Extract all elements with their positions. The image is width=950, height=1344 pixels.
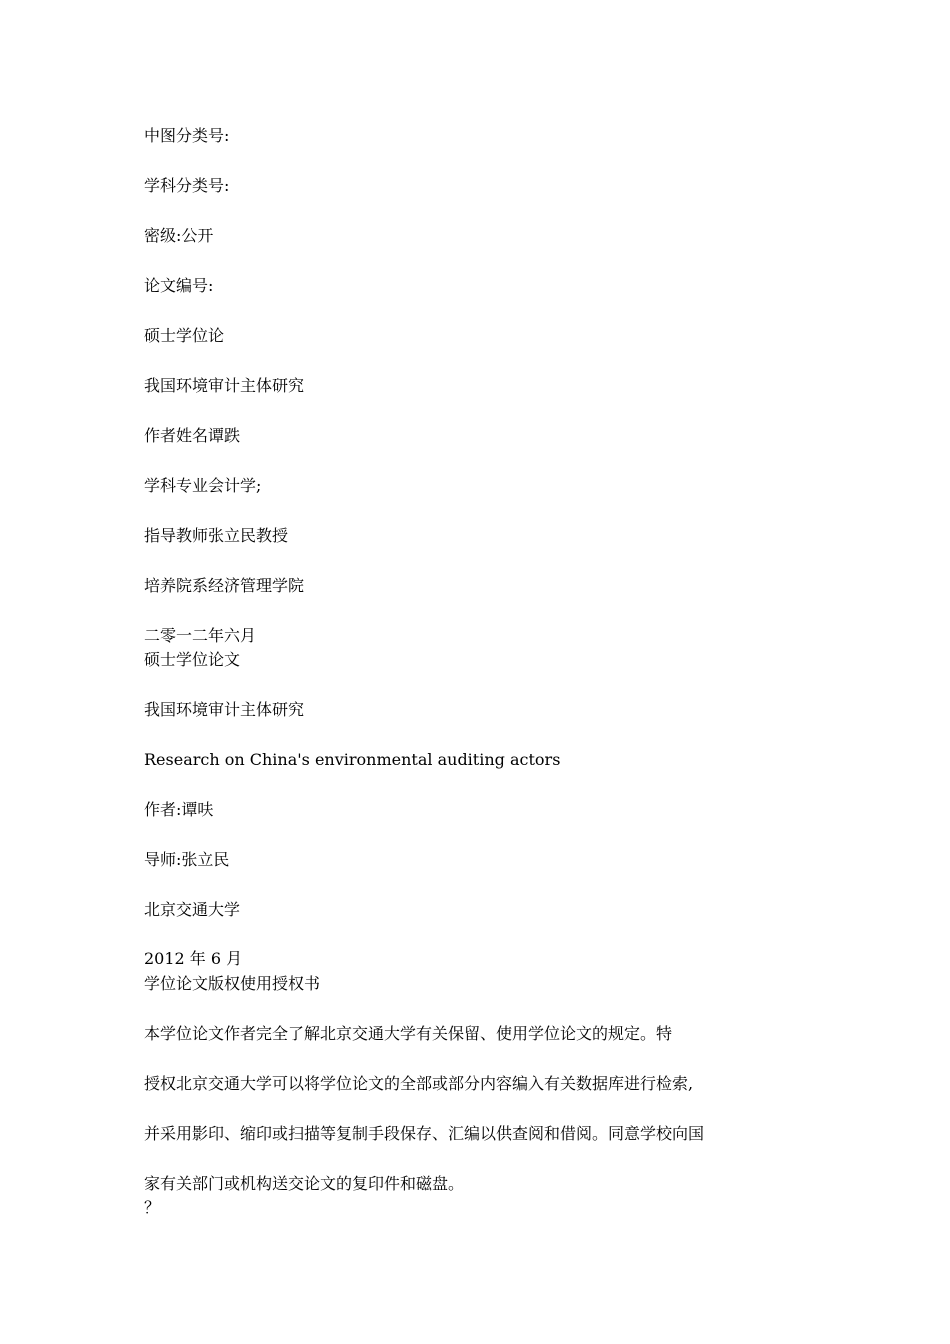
cover-degree-type: 硕士学位论 xyxy=(144,326,225,345)
trailing-question-mark: ？ xyxy=(144,1198,161,1217)
secrecy-label: 密级:公开 xyxy=(144,226,214,245)
clc-number-label: 中图分类号: xyxy=(144,126,230,145)
title-page-university: 北京交通大学 xyxy=(144,900,241,919)
title-page-title-en: Research on China's environmental auditing actors xyxy=(144,750,561,769)
copyright-paragraph-line: 家有关部门或机构送交论文的复印件和磁盘。 xyxy=(144,1174,465,1193)
cover-school: 培养院系经济管理学院 xyxy=(144,576,305,595)
copyright-paragraph-line: 授权北京交通大学可以将学位论文的全部或部分内容编入有关数据库进行检索, xyxy=(144,1074,694,1093)
copyright-heading: 学位论文版权使用授权书 xyxy=(144,974,321,993)
thesis-number-label: 论文编号: xyxy=(144,276,214,295)
title-page-advisor: 导师:张立民 xyxy=(144,850,230,869)
title-page-date: 2012 年 6 月 xyxy=(144,949,243,968)
title-page-title-cn: 我国环境审计主体研究 xyxy=(144,700,305,719)
cover-title: 我国环境审计主体研究 xyxy=(144,376,305,395)
cover-author: 作者姓名谭跌 xyxy=(144,426,241,445)
cover-advisor: 指导教师张立民教授 xyxy=(144,526,289,545)
subject-number-label: 学科分类号: xyxy=(144,176,230,195)
copyright-paragraph-line: 并采用影印、缩印或扫描等复制手段保存、汇编以供查阅和借阅。同意学校向国 xyxy=(144,1124,705,1143)
title-page-author: 作者:谭呋 xyxy=(144,800,214,819)
cover-major: 学科专业会计学; xyxy=(144,476,262,495)
cover-date: 二零一二年六月 xyxy=(144,626,257,645)
copyright-paragraph-line: 本学位论文作者完全了解北京交通大学有关保留、使用学位论文的规定。特 xyxy=(144,1024,673,1043)
title-page-degree-type: 硕士学位论文 xyxy=(144,650,241,669)
